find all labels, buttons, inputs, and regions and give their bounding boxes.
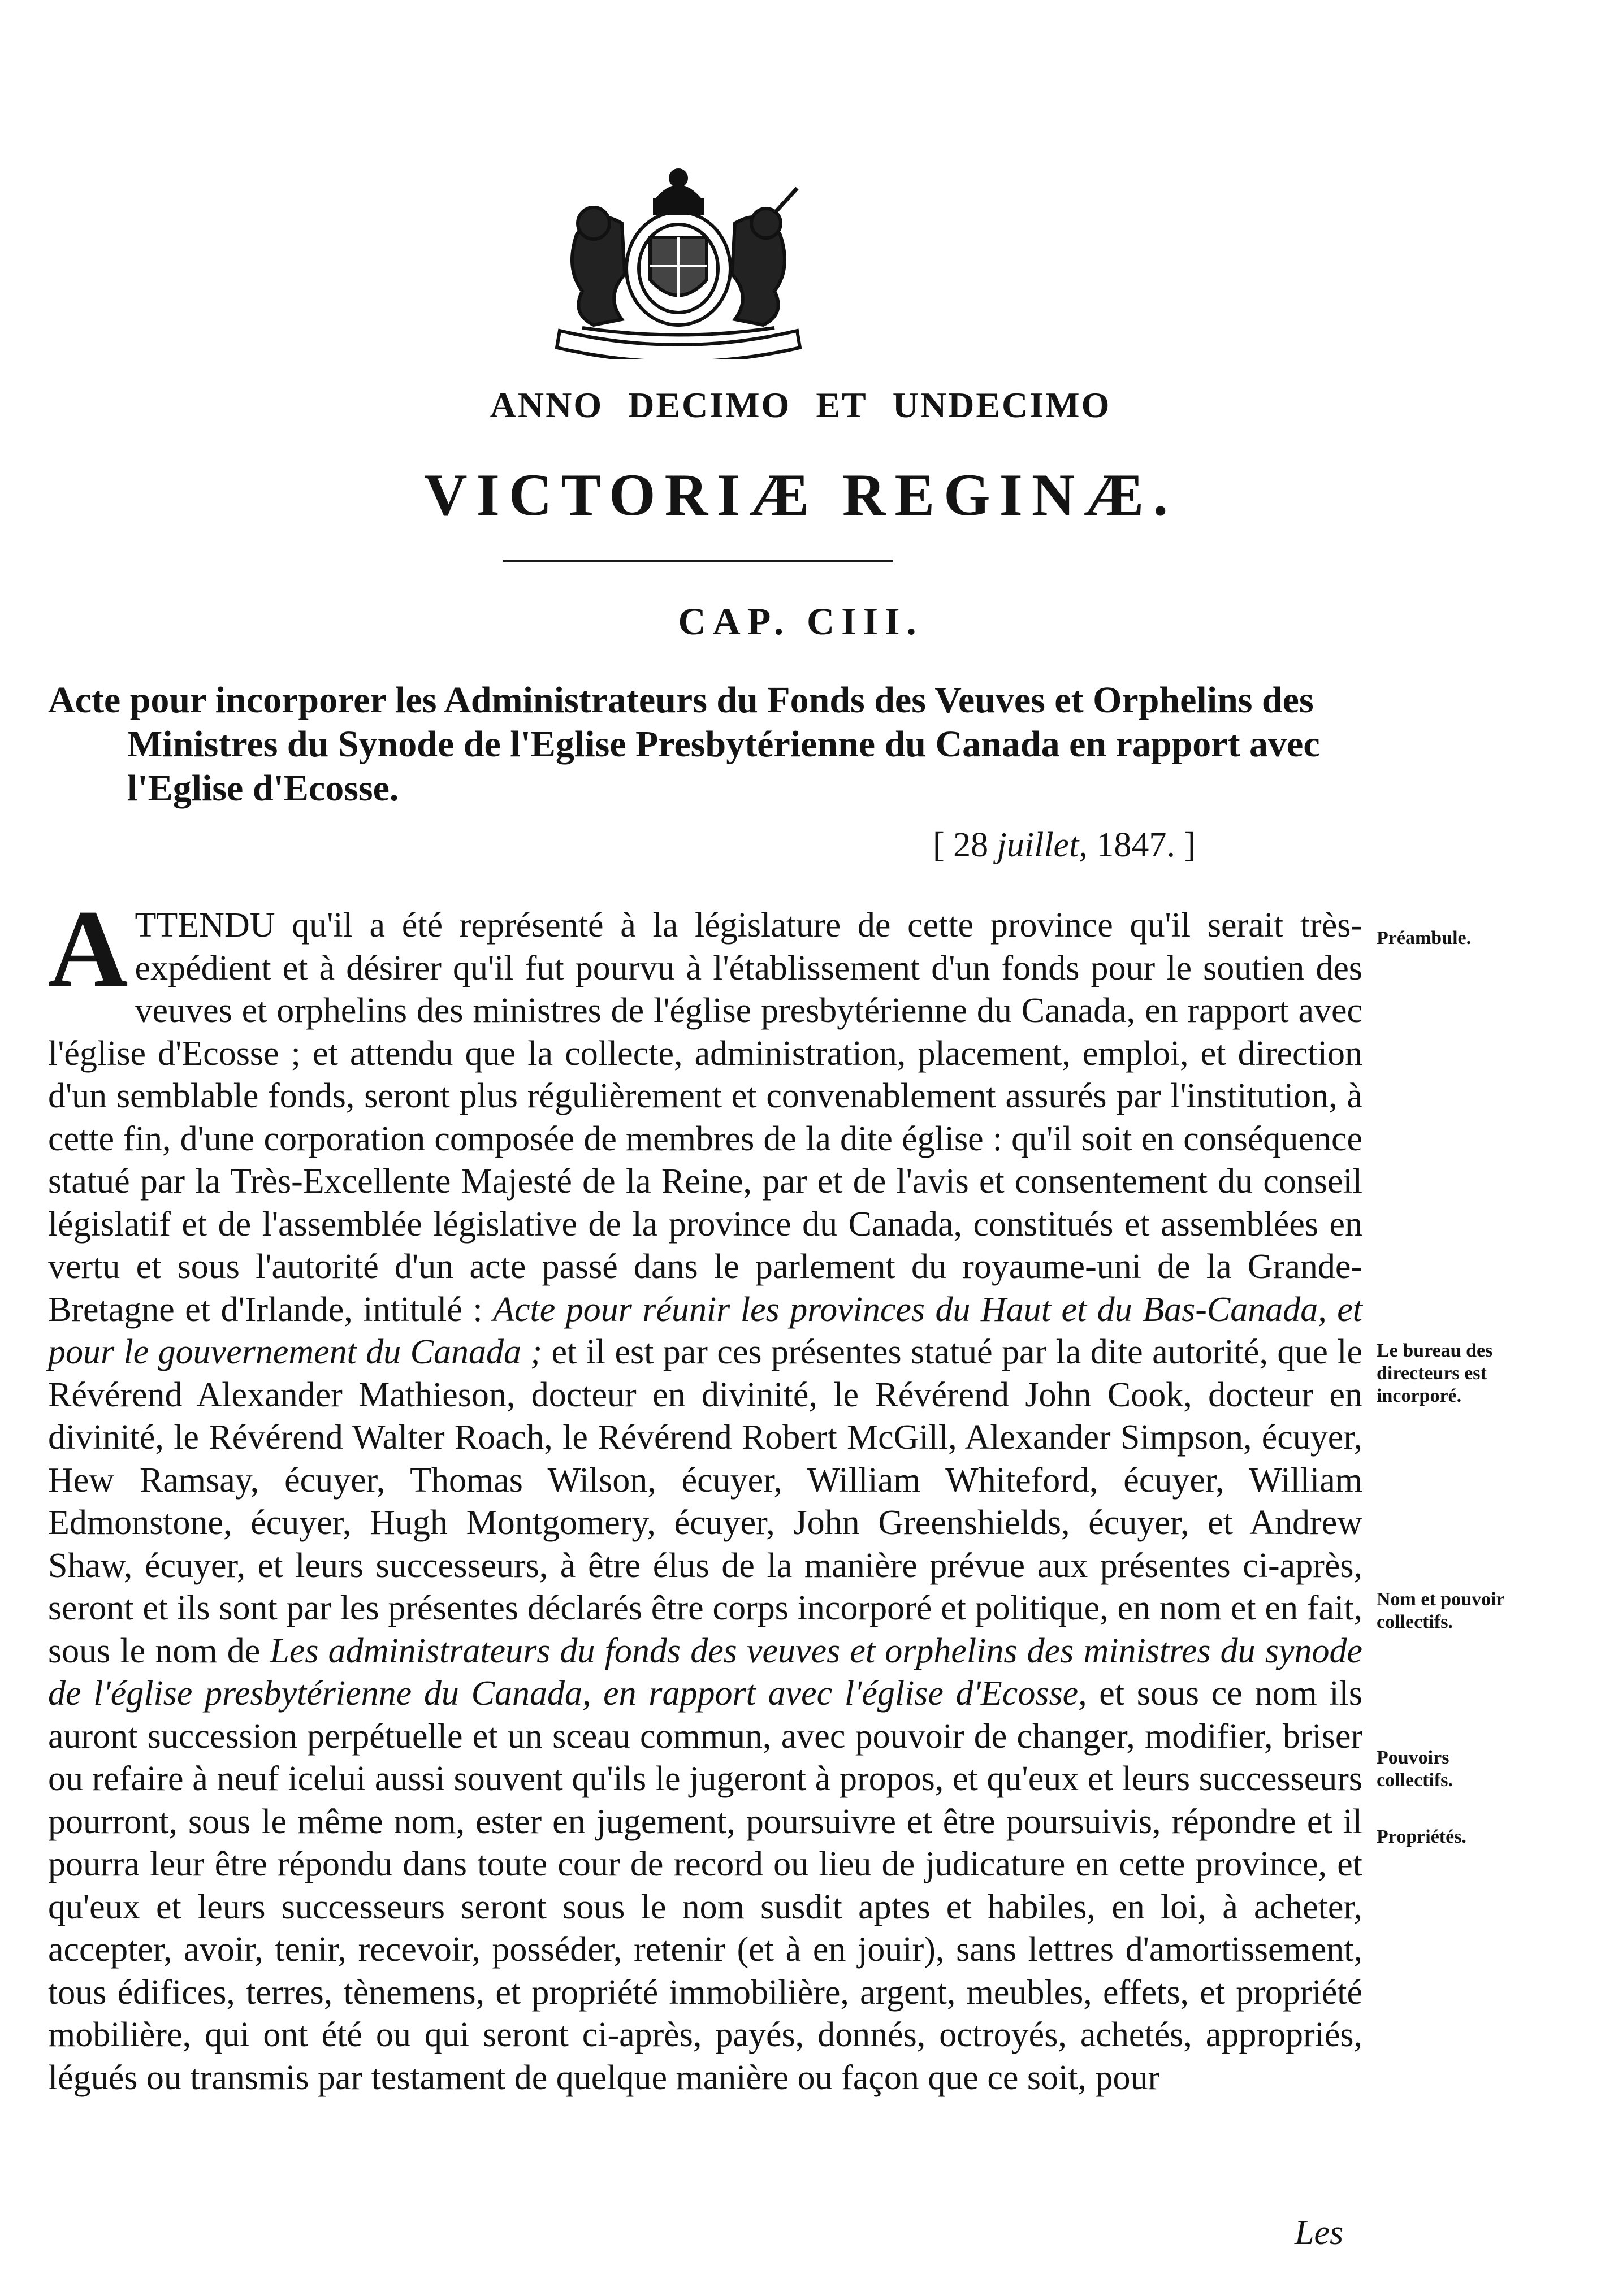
body-text-2: et il est par ces présentes statué par la dite autorité, que le Révérend Alexander Mathieson, docteur en divinité, le Révérend John Cook, docteur en divinité, le Révérend Walter Roach, le Révérend Robert McGill, Alexander Simpson, écuyer, Hew Ramsay, écuyer, Thomas Wilson, écuyer, William Whiteford, écuyer, William Edmonstone, écuyer, Hugh Montgomery, écuyer, John Greenshields, écuyer, et Andrew Shaw, écuyer, et leurs successeurs, à être élus de la manière prévue aux présentes ci-après, seront et ils sont par les présentes déclarés être corps incorporé et politique, en nom et en fait, sous le nom de: [48, 1333, 1363, 1670]
body-italic-1: Acte pour réunir les provinces du Haut et du Bas-Canada, et pour le gouvernement du Canada ;: [48, 1290, 1363, 1371]
margin-note-nom: Nom et pouvoir collectifs.: [1377, 1589, 1505, 1632]
body-text-1: TTENDU qu'il a été représenté à la législature de cette province qu'il serait très-expédient et à désirer qu'il fut pourvu à l'établissement d'un fonds pour le soutien des veuves et orphelins des ministres de l'église presbytérienne du Canada, en rapport avec l'église d'Ecosse ; et attendu que la collecte, administration, placement, emploi, et direction d'un semblable fonds, seront plus régulièrement et convenablement assurés par l'institution, à cette fin, d'une corporation composée de membres de la dite église : qu'il soit en conséquence statué par la Très-Excellente Majesté de la Reine, par et de l'avis et consentement du conseil législatif et de l'assemblée législative de la province du Canada, constitués et assemblées en vertu et sous l'autorité d'un acte passé dans le parlement du royaume-uni de la Grande-Bretagne et d'Irlande, intitulé :: [48, 906, 1362, 1329]
margin-note-proprietes: Propriétés.: [1377, 1826, 1466, 1847]
catchword: Les: [1295, 2213, 1344, 2252]
margin-note-pouvoirs: Pouvoirs collectifs.: [1377, 1747, 1453, 1791]
act-title: Acte pour incorporer les Administrateurs du Fonds des Veuves et Orphelins des Ministres du Synode de l'Eglise Presbytérienne du Canada en rapport avec l'Eglise d'Ecosse.: [48, 679, 1320, 809]
heading-word: ANNO: [490, 385, 604, 425]
royal-coat-of-arms-icon: [514, 161, 842, 359]
date-month: juillet,: [997, 826, 1088, 864]
chapter-heading: CAP. CIII.: [678, 600, 923, 643]
heading-word: DECIMO: [628, 385, 791, 425]
margin-note-preamble: Préambule.: [1377, 928, 1472, 948]
body-italic-2: Les administrateurs du fonds des veuves et orphelins des ministres du synode de l'église presbytérienne du Canada, en rapport avec l'église d'Ecosse,: [48, 1631, 1363, 1713]
regnal-year-heading: [0, 384, 1601, 426]
act-body: [48, 887, 1363, 2099]
heading-word: UNDECIMO: [892, 385, 1111, 425]
drop-capital: A: [48, 887, 128, 1010]
reign-heading: VICTORIÆ REGINÆ.: [424, 462, 1177, 528]
heading-word: ET: [816, 385, 868, 425]
title-divider: [503, 560, 893, 562]
date-open: [ 28: [933, 826, 997, 864]
date-close: 1847. ]: [1087, 826, 1196, 864]
body-text-3: et sous ce nom ils auront succession perpétuelle et un sceau commun, avec pouvoir de changer, modifier, briser ou refaire à neuf icelui aussi souvent qu'ils le jugeront à propos, et qu'eux et leurs successeurs pourront, sous le même nom, ester en jugement, poursuivre et être poursuivis, répondre et il pourra leur être répondu dans toute cour de record ou lieu de judicature en cette province, et qu'eux et leurs successeurs seront sous le nom susdit aptes et habiles, en loi, à acheter, accepter, avoir, tenir, recevoir, posséder, retenir (et à en jouir), sans lettres d'amortissement, tous édifices, terres, tènemens, et propriété immobilière, argent, meubles, effets, et propriété mobilière, qui ont été ou qui seront ci-après, payés, donnés, octroyés, achetés, appropriés, légués ou transmis par testament de quelque manière ou façon que ce soit, pour: [48, 1674, 1362, 2097]
margin-note-bureau: Le bureau des directeurs est incorporé.: [1377, 1340, 1493, 1406]
act-date: [933, 825, 1196, 865]
